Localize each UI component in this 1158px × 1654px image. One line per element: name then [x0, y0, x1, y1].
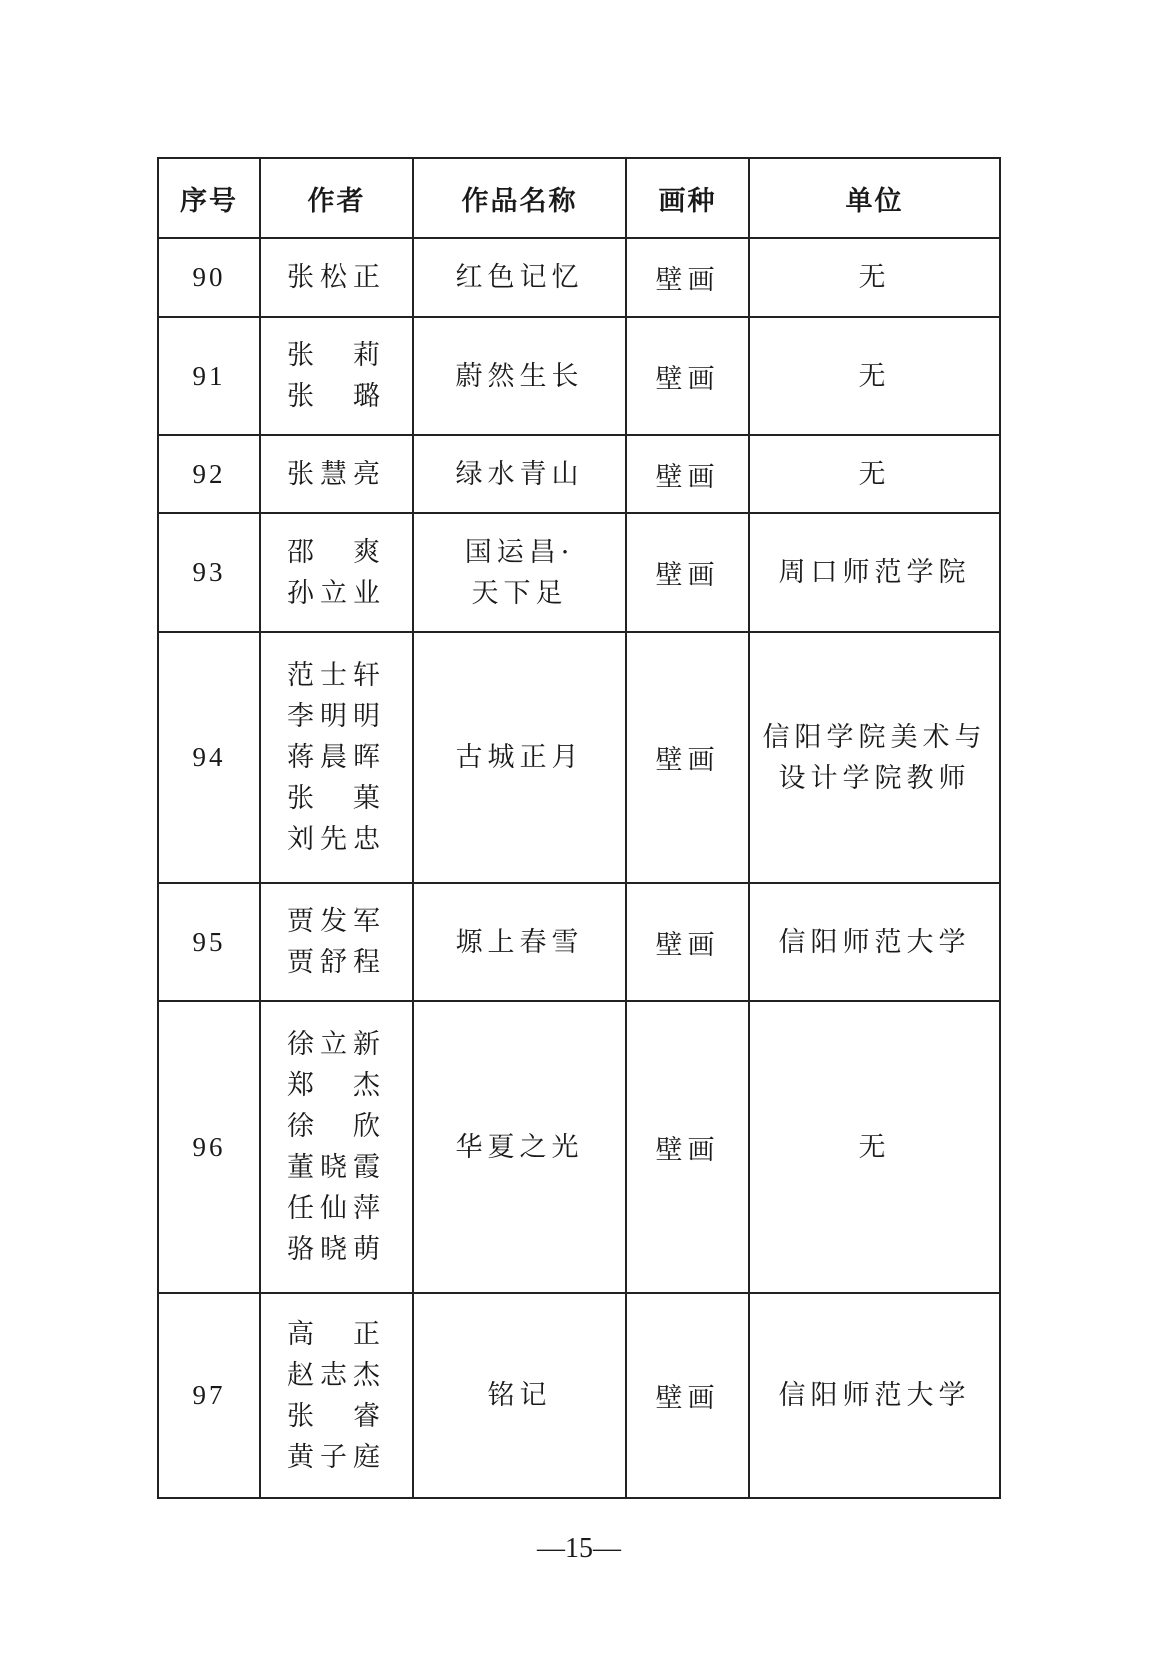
unit-line: 无 [858, 458, 891, 490]
cell-authors [260, 1001, 413, 1293]
cell-authors [260, 513, 413, 632]
cell-title [413, 883, 626, 1001]
cell-unit [749, 513, 1000, 632]
unit-lines [750, 257, 999, 298]
authors-lines [287, 1314, 386, 1478]
cell-type: 壁画 [626, 317, 749, 435]
title-line: 蔚然生长 [455, 360, 584, 392]
authors-line: 贾发军 [287, 906, 386, 937]
table-header-row [158, 158, 1000, 238]
cell-title [413, 1001, 626, 1293]
unit-line: 无 [858, 360, 891, 392]
authors-line: 张松正 [287, 262, 386, 293]
authors-lines [287, 532, 386, 614]
authors-line: 张 菓 [287, 783, 386, 814]
title-lines [414, 356, 625, 397]
title-line: 塬上春雪 [455, 926, 584, 958]
cell-authors [260, 1293, 413, 1498]
works-table [157, 157, 1001, 1499]
title-line: 国运昌· [464, 536, 575, 568]
title-line: 天下足 [471, 577, 568, 609]
authors-lines [287, 1024, 386, 1270]
authors-line: 徐立新 [287, 1029, 386, 1060]
authors-line: 任仙萍 [287, 1193, 386, 1224]
cell-authors [260, 238, 413, 317]
header-author: 作者 [260, 158, 413, 238]
table-row [158, 435, 1000, 513]
unit-lines [750, 356, 999, 397]
header-title: 作品名称 [413, 158, 626, 238]
authors-lines [287, 257, 386, 298]
authors-line: 张 睿 [287, 1400, 386, 1432]
table-row [158, 632, 1000, 883]
cell-no: 93 [158, 513, 260, 632]
cell-title [413, 513, 626, 632]
unit-line: 无 [858, 262, 891, 293]
cell-authors [260, 317, 413, 435]
header-unit: 单位 [749, 158, 1000, 238]
authors-lines [287, 335, 386, 417]
cell-authors [260, 883, 413, 1001]
cell-unit [749, 883, 1000, 1001]
cell-authors [260, 435, 413, 513]
authors-line: 刘先忠 [287, 824, 386, 855]
cell-title [413, 435, 626, 513]
title-lines [414, 737, 625, 778]
title-line: 古城正月 [455, 742, 584, 773]
table-row [158, 1293, 1000, 1498]
cell-unit [749, 632, 1000, 883]
authors-line: 张 莉 [287, 340, 386, 371]
cell-unit [749, 1001, 1000, 1293]
header-no: 序号 [158, 158, 260, 238]
authors-line: 郑 杰 [287, 1070, 386, 1101]
cell-no: 97 [158, 1293, 260, 1498]
table-row [158, 513, 1000, 632]
cell-type: 壁画 [626, 513, 749, 632]
title-line: 华夏之光 [455, 1131, 584, 1163]
title-lines [414, 532, 625, 614]
title-lines [414, 1375, 625, 1416]
page-number: —15— [537, 1533, 621, 1564]
cell-title [413, 632, 626, 883]
cell-type: 壁画 [626, 1001, 749, 1293]
title-lines [414, 454, 625, 495]
authors-line: 张 璐 [287, 381, 386, 412]
title-line: 红色记忆 [455, 262, 584, 293]
authors-line: 孙立业 [287, 577, 386, 609]
authors-line: 骆晓萌 [287, 1234, 386, 1265]
cell-title [413, 317, 626, 435]
table-row [158, 317, 1000, 435]
authors-line: 李明明 [287, 701, 386, 732]
authors-line: 范士轩 [287, 660, 386, 691]
cell-type: 壁画 [626, 1293, 749, 1498]
cell-unit [749, 317, 1000, 435]
authors-line: 蒋晨晖 [287, 742, 386, 773]
table-row [158, 883, 1000, 1001]
unit-line: 无 [858, 1131, 891, 1163]
cell-unit [749, 435, 1000, 513]
cell-type: 壁画 [626, 632, 749, 883]
authors-line: 董晓霞 [287, 1152, 386, 1183]
authors-lines [287, 655, 386, 860]
unit-line: 设计学院教师 [778, 762, 971, 794]
cell-title [413, 238, 626, 317]
authors-line: 邵 爽 [287, 536, 386, 568]
authors-lines [287, 454, 386, 495]
cell-unit [749, 238, 1000, 317]
authors-line: 赵志杰 [287, 1359, 386, 1391]
cell-no: 90 [158, 238, 260, 317]
title-lines [414, 257, 625, 298]
cell-no: 96 [158, 1001, 260, 1293]
authors-line: 张慧亮 [287, 458, 386, 490]
unit-line: 信阳师范大学 [778, 1380, 971, 1411]
table-row [158, 1001, 1000, 1293]
unit-lines [750, 454, 999, 495]
header-type: 画种 [626, 158, 749, 238]
authors-line: 徐 欣 [287, 1111, 386, 1142]
unit-lines [750, 552, 999, 593]
unit-line: 周口师范学院 [778, 557, 971, 588]
cell-type: 壁画 [626, 435, 749, 513]
title-lines [414, 1127, 625, 1168]
unit-lines [750, 1375, 999, 1416]
cell-type: 壁画 [626, 883, 749, 1001]
cell-unit [749, 1293, 1000, 1498]
cell-no: 94 [158, 632, 260, 883]
authors-line: 黄子庭 [287, 1441, 386, 1473]
authors-line: 高 正 [287, 1318, 386, 1350]
cell-title [413, 1293, 626, 1498]
title-line: 铭记 [487, 1380, 552, 1411]
unit-line: 信阳师范大学 [778, 926, 971, 958]
unit-lines [750, 1127, 999, 1168]
unit-lines [750, 717, 999, 799]
table-row [158, 238, 1000, 317]
cell-no: 91 [158, 317, 260, 435]
authors-lines [287, 901, 386, 983]
title-line: 绿水青山 [455, 458, 584, 490]
cell-authors [260, 632, 413, 883]
title-lines [414, 922, 625, 963]
unit-lines [750, 922, 999, 963]
authors-line: 贾舒程 [287, 947, 386, 978]
unit-line: 信阳学院美术与 [762, 721, 987, 753]
cell-no: 92 [158, 435, 260, 513]
cell-no: 95 [158, 883, 260, 1001]
cell-type: 壁画 [626, 238, 749, 317]
